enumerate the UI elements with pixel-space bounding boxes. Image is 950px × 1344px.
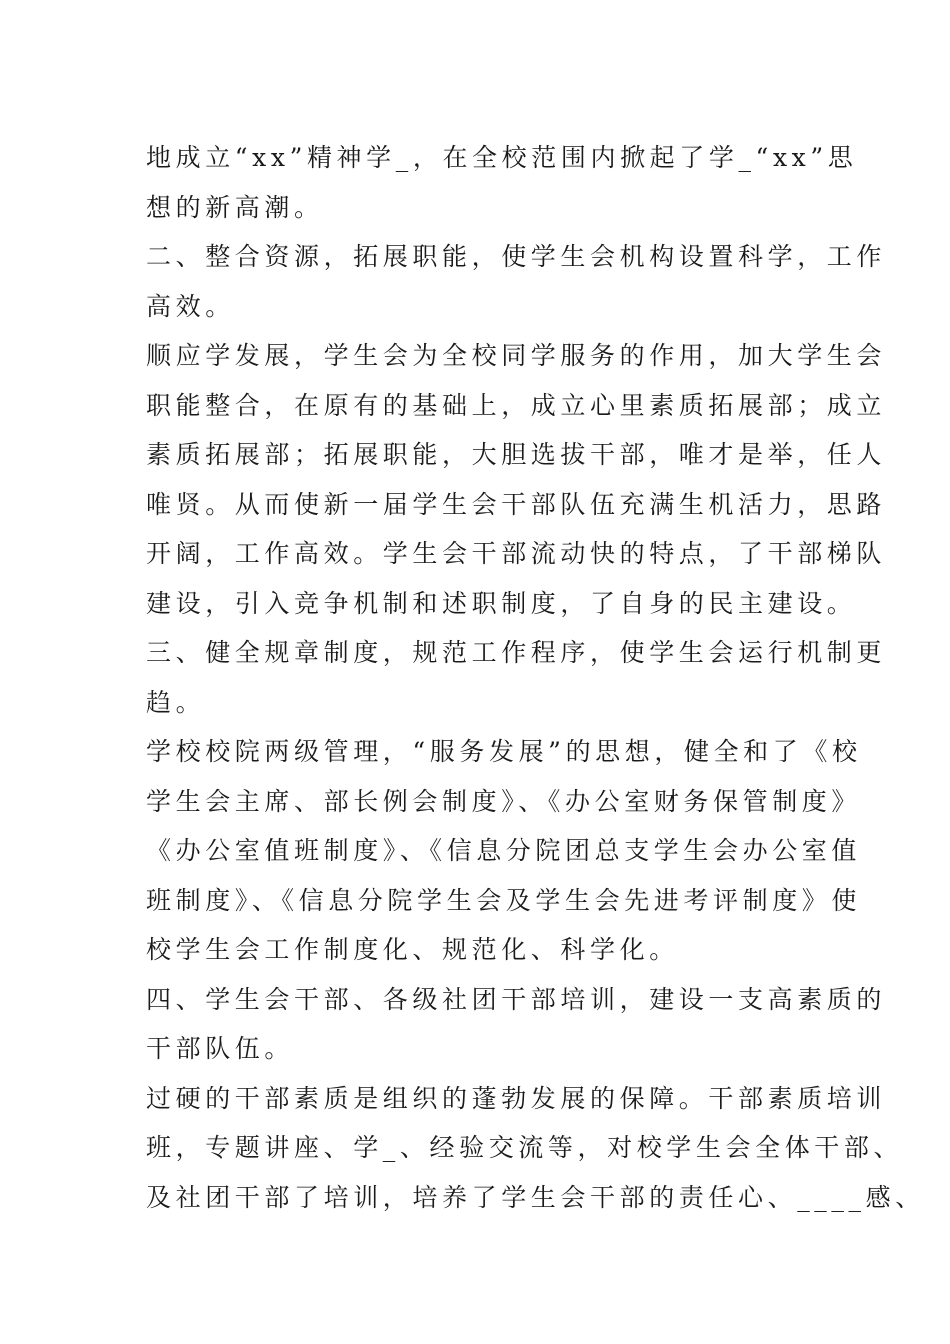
text-line: 地成立“xx”精神学_，在全校范围内掀起了学_“xx”思: [146, 143, 858, 172]
text-line: 建设，引入竞争机制和述职制度，了自身的民主建设。: [146, 588, 857, 618]
section-heading-4: 四、学生会干部、各级社团干部培训，建设一支高素质的: [146, 984, 887, 1014]
text-line: 学生会主席、部长例会制度》、《办公室财务保管制度》: [146, 786, 862, 816]
section-heading-2-cont: 高效。: [146, 291, 235, 321]
section-heading-2: 二、整合资源，拓展职能，使学生会机构设置科学，工作: [146, 242, 887, 271]
text-line: 顺应学发展，学生会为全校同学服务的作用，加大学生会: [146, 341, 887, 370]
text-line: 开阔，工作高效。学生会干部流动快的特点，了干部梯队: [146, 539, 887, 568]
section-heading-3: 三、健全规章制度，规范工作程序，使学生会运行机制更: [146, 638, 887, 667]
text-line: 校学生会工作制度化、规范化、科学化。: [146, 935, 679, 964]
text-line: 素质拓展部；拓展职能，大胆选拔干部，唯才是举，任人: [146, 440, 887, 469]
section-heading-3-cont: 趋。: [146, 687, 206, 717]
text-line: 班，专题讲座、学_、经验交流等，对校学生会全体干部、: [146, 1133, 904, 1162]
text-line: 过硬的干部素质是组织的蓬勃发展的保障。干部素质培训: [146, 1083, 887, 1113]
text-line: 想的新高潮。: [146, 192, 324, 222]
text-line: 唯贤。从而使新一届学生会干部队伍充满生机活力，思路: [146, 489, 887, 519]
section-heading-4-cont: 干部队伍。: [146, 1034, 295, 1063]
text-line: 班制度》、《信息分院学生会及学生会先进考评制度》使: [146, 885, 862, 915]
text-line: 学校校院两级管理，“服务发展”的思想，健全和了《校: [146, 737, 862, 766]
text-line: 《办公室值班制度》、《信息分院团总支学生会办公室值: [146, 836, 862, 865]
text-line: 及社团干部了培训，培养了学生会干部的责任心、____感、: [146, 1182, 925, 1212]
text-line: 职能整合，在原有的基础上，成立心里素质拓展部；成立: [146, 390, 887, 420]
document-body: [146, 133, 925, 1222]
